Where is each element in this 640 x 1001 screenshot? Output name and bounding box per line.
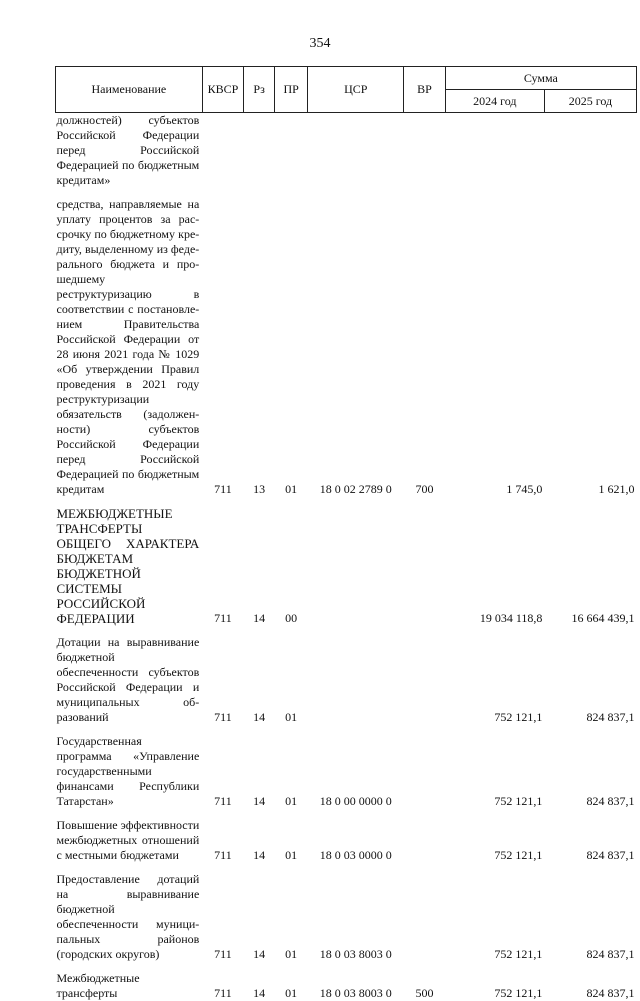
row-rz: 14 — [253, 947, 266, 961]
row-sum-2025: 824 837,1 — [586, 710, 635, 724]
row-kvsr: 711 — [214, 947, 232, 961]
row-kvsr: 711 — [214, 848, 232, 862]
row-name: должностей) субъектов Российской Федерации перед Российской Федерацией по бюджетным кредитам» — [56, 113, 200, 187]
row-name: Повышение эффективности межбюджетных отношений с местными бюджетами — [56, 818, 200, 862]
row-csr — [308, 497, 404, 626]
row-vr — [404, 626, 445, 725]
row-pr: 01 — [285, 986, 298, 1000]
row-kvsr: 711 — [214, 794, 232, 808]
table-row — [56, 188, 637, 497]
row-name: МЕЖБЮДЖЕТНЫЕ ТРАНСФЕРТЫ ОБЩЕГО ХАРАКТЕРА БЮДЖЕТАМ БЮДЖЕТНОЙ СИСТЕМЫ РОССИЙСКОЙ ФЕДЕРАЦИИ — [56, 506, 200, 626]
header-name: Наименование — [56, 67, 203, 113]
row-rz: 14 — [253, 794, 266, 808]
row-rz: 14 — [253, 710, 266, 724]
row-name: Межбюджетные трансферты — [56, 971, 140, 1000]
row-vr — [404, 113, 445, 189]
row-csr — [308, 626, 404, 725]
row-pr: 01 — [285, 794, 298, 808]
header-csr: ЦСР — [308, 67, 404, 113]
row-rz — [244, 113, 275, 189]
row-csr: 18 0 03 8003 0 — [319, 947, 392, 961]
header-rz: Рз — [244, 67, 275, 113]
row-name: Дотации на выравнивание бюджетной обеспеченности субъектов Российской Федерации и муниципальных образований — [56, 635, 200, 724]
row-sum-2024: 1 745,0 — [506, 482, 543, 496]
row-sum-2025 — [544, 113, 636, 189]
row-kvsr: 711 — [214, 710, 232, 724]
row-kvsr: 711 — [214, 482, 232, 496]
row-pr: 01 — [285, 947, 298, 961]
row-sum-2025: 16 664 439,1 — [571, 611, 635, 625]
row-rz: 13 — [253, 482, 266, 496]
table-header — [56, 67, 637, 113]
row-rz: 14 — [253, 986, 266, 1000]
table-row — [56, 626, 637, 725]
row-sum-2024: 752 121,1 — [494, 947, 543, 961]
header-pr: ПР — [275, 67, 308, 113]
row-rz: 14 — [253, 848, 266, 862]
row-sum-2024: 752 121,1 — [494, 794, 543, 808]
row-kvsr: 711 — [214, 986, 232, 1000]
row-sum-2025: 824 837,1 — [586, 986, 635, 1000]
row-pr — [275, 113, 308, 189]
row-csr: 18 0 03 8003 0 — [319, 986, 392, 1000]
row-vr — [404, 809, 445, 863]
row-pr: 01 — [285, 710, 298, 724]
header-vr: ВР — [404, 67, 445, 113]
row-vr — [404, 863, 445, 962]
table-row — [56, 863, 637, 962]
row-sum-2025: 824 837,1 — [586, 794, 635, 808]
row-sum-2024 — [445, 113, 544, 189]
row-pr: 01 — [285, 482, 298, 496]
budget-table — [55, 66, 637, 1001]
row-sum-2025: 1 621,0 — [598, 482, 635, 496]
row-name: Государственная программа «Управление государственными финансами Республики Татарстан» — [56, 734, 200, 808]
row-kvsr: 711 — [214, 611, 232, 625]
row-vr: 700 — [415, 482, 434, 496]
table-row — [56, 113, 637, 189]
row-csr — [308, 113, 404, 189]
row-rz: 14 — [253, 611, 266, 625]
row-sum-2024: 752 121,1 — [494, 848, 543, 862]
header-year-2025: 2025 год — [544, 90, 636, 113]
row-sum-2024: 752 121,1 — [494, 986, 543, 1000]
row-pr: 00 — [285, 611, 298, 625]
header-year-2024: 2024 год — [445, 90, 544, 113]
row-sum-2025: 824 837,1 — [586, 947, 635, 961]
table-row — [56, 725, 637, 809]
header-sum: Сумма — [445, 67, 636, 90]
row-sum-2024: 752 121,1 — [494, 710, 543, 724]
table-row — [56, 497, 637, 626]
table-row — [56, 809, 637, 863]
row-sum-2024: 19 034 118,8 — [479, 611, 543, 625]
row-name: средства, направляемые на уплату процентов за рассрочку по бюджетному кредиту, выделенному из федерального бюджета и прошедшему реструктуризацию в соответствии с постановлением Правительства Российской Федерации от 28 июня 2021 года № 1029 «Об утверждении Правил проведения в 2021 году реструктуризации обязательств (задолженности) субъектов Российской Федерации перед Российской Федерацией по бюджетным кредитам — [56, 197, 200, 496]
row-vr: 500 — [415, 986, 434, 1000]
row-kvsr — [202, 113, 243, 189]
row-csr: 18 0 02 2789 0 — [319, 482, 392, 496]
table-row — [56, 962, 637, 1001]
row-pr: 01 — [285, 848, 298, 862]
row-name: Предоставление дотаций на выравнивание бюджетной обеспеченности муниципальных районов (городских округов) — [56, 872, 200, 961]
row-vr — [404, 725, 445, 809]
row-sum-2025: 824 837,1 — [586, 848, 635, 862]
header-kvsr: КВСР — [202, 67, 243, 113]
row-csr: 18 0 03 0000 0 — [319, 848, 392, 862]
row-vr — [404, 497, 445, 626]
page-number: 354 — [309, 36, 331, 51]
row-csr: 18 0 00 0000 0 — [319, 794, 392, 808]
